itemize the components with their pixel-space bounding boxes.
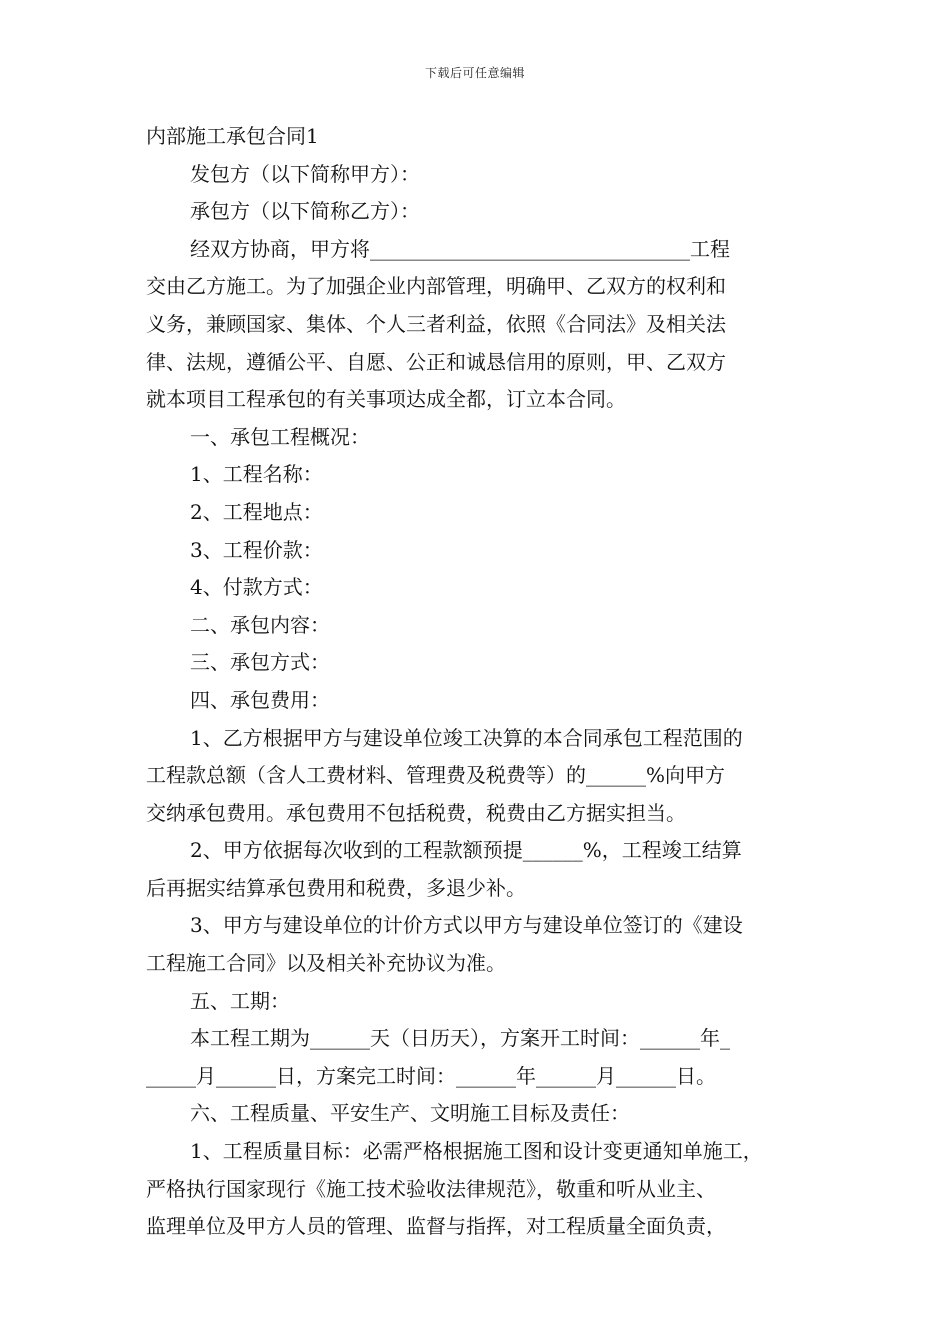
document-line: 六、工程质量、平安生产、文明施工目标及责任： [190, 1101, 630, 1126]
document-line: _____月______日，方案完工时间：______年______月______日。 [146, 1063, 716, 1088]
document-line: 2、工程地点： [190, 499, 323, 524]
document-line: 后再据实结算承包费用和税费，多退少补。 [146, 875, 526, 900]
document-line: 交纳承包费用。承包费用不包括税费，税费由乙方据实担当。 [146, 800, 686, 825]
document-line: 工程施工合同》以及相关补充协议为准。 [146, 951, 506, 976]
document-line: 三、承包方式： [190, 650, 330, 675]
document-body [146, 118, 814, 1246]
document-line: 1、工程质量目标：必需严格根据施工图和设计变更通知单施工， [190, 1139, 763, 1164]
document-line: 严格执行国家现行《施工技术验收法律规范》，敬重和听从业主、 [146, 1176, 716, 1201]
document-line: 1、乙方根据甲方与建设单位竣工决算的本合同承包工程范围的 [190, 725, 743, 750]
document-line: 2、甲方依据每次收到的工程款额预提______%，工程竣工结算 [190, 838, 742, 863]
document-line: 3、工程价款： [190, 537, 323, 562]
document-line: 义务，兼顾国家、集体、个人三者利益，依照《合同法》及相关法 [146, 311, 726, 336]
document-line: 本工程工期为______天（日历天），方案开工时间：______年_ [190, 1026, 730, 1051]
document-line: 3、甲方与建设单位的计价方式以甲方与建设单位签订的《建设 [190, 913, 743, 938]
document-line: 二、承包内容： [190, 612, 330, 637]
document-line: 监理单位及甲方人员的管理、监督与指挥，对工程质量全面负责， [146, 1214, 726, 1239]
document-line: 律、法规，遵循公平、自愿、公正和诚恳信用的原则，甲、乙双方 [146, 349, 726, 374]
document-paragraphs [146, 156, 814, 1246]
document-line: 一、承包工程概况： [190, 424, 370, 449]
document-line: 发包方（以下简称甲方）： [190, 161, 420, 186]
page-header-note: 下载后可任意编辑 [424, 66, 525, 80]
document-line: 四、承包费用： [190, 687, 330, 712]
document-line: 工程款总额（含人工费材料、管理费及税费等）的______%向甲方 [146, 763, 726, 788]
document-line: 4、付款方式： [190, 575, 323, 600]
document-line: 1、工程名称： [190, 462, 323, 487]
document-line: 交由乙方施工。为了加强企业内部管理，明确甲、乙双方的权利和 [146, 274, 726, 299]
document-line: 就本项目工程承包的有关事项达成全都，订立本合同。 [146, 387, 626, 412]
document-line: 五、工期： [190, 988, 290, 1013]
document-line: 经双方协商，甲方将________________________________工程 [190, 236, 730, 261]
document-line: 承包方（以下简称乙方）： [190, 199, 420, 224]
document-title: 内部施工承包合同1 [146, 124, 319, 148]
